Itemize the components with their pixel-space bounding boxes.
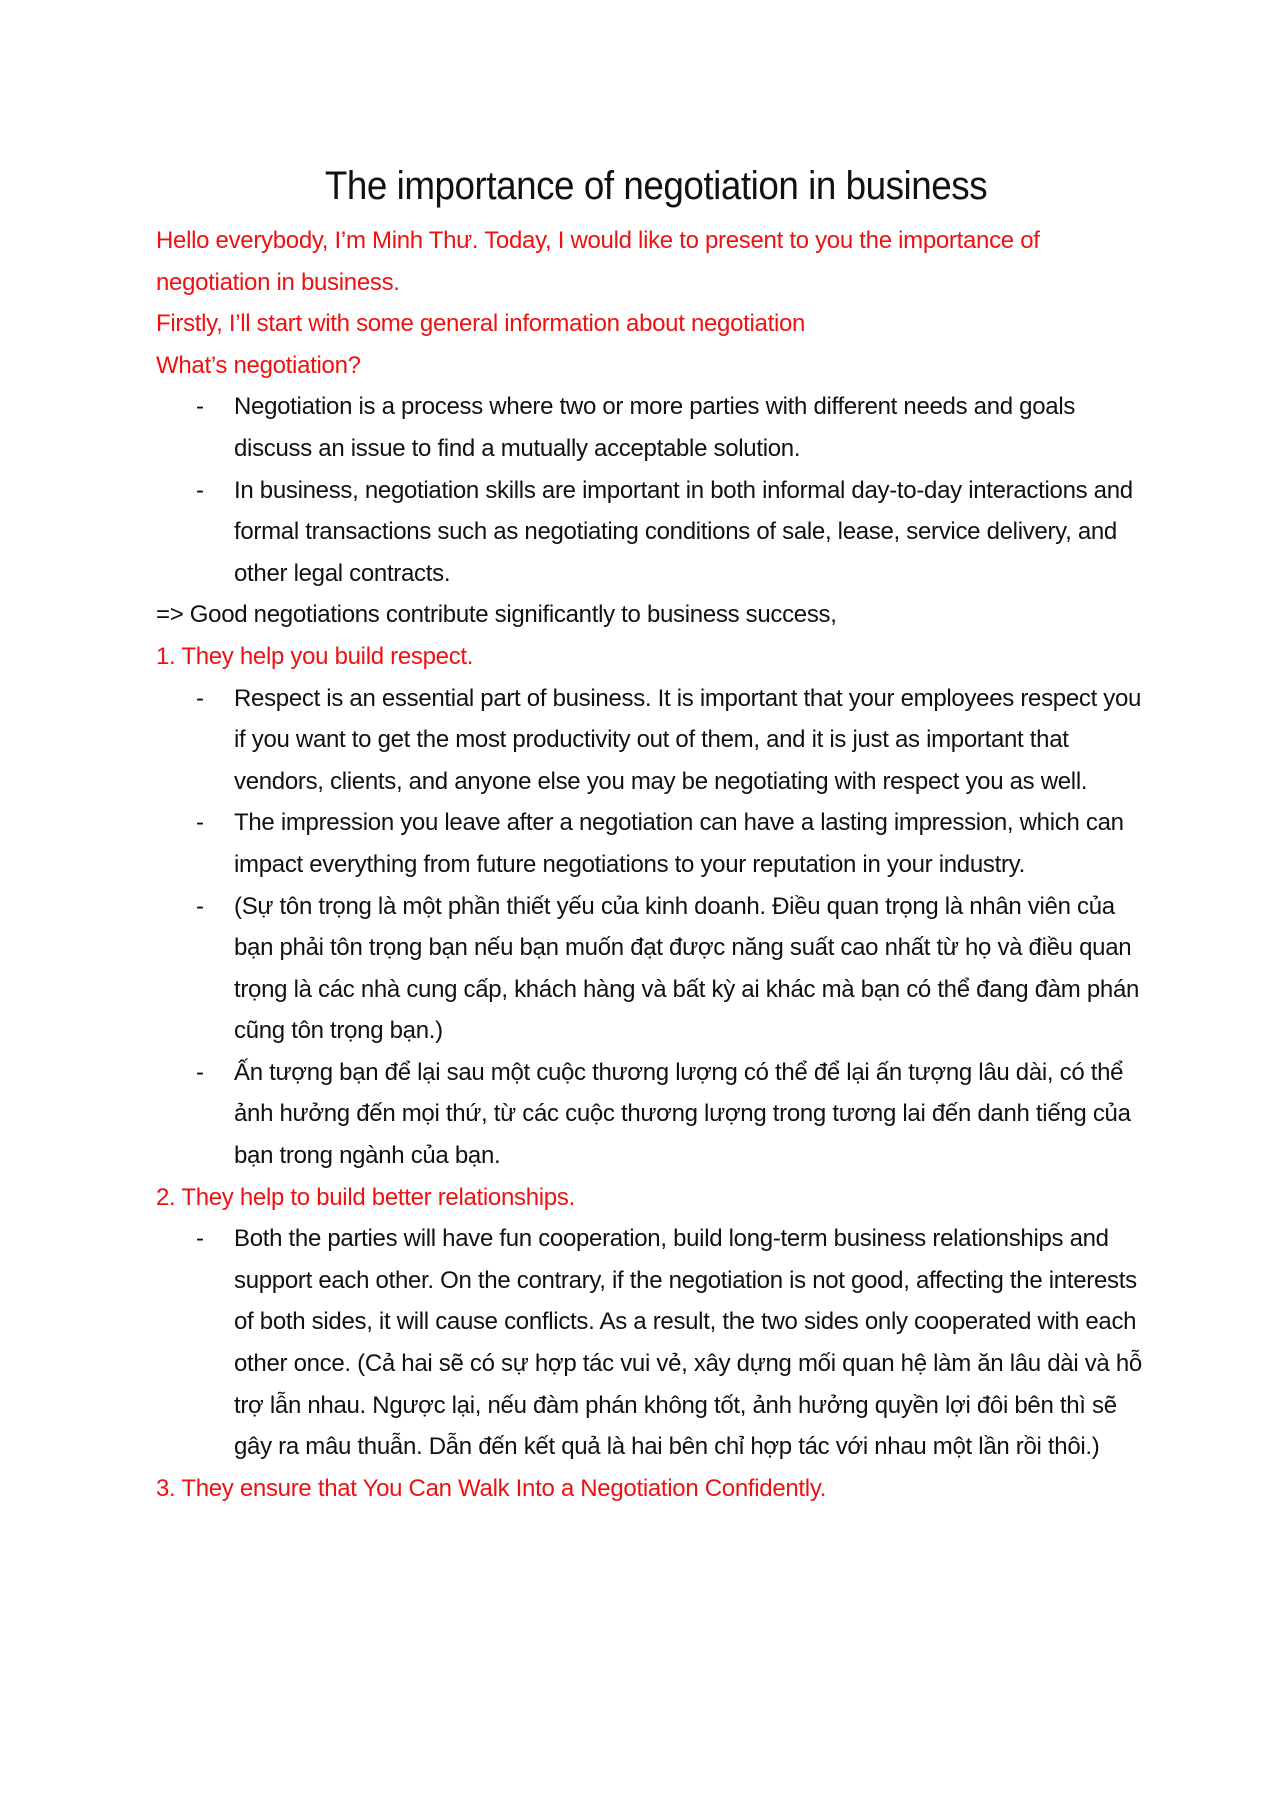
document-body (156, 158, 1156, 1509)
whats-negotiation-heading: What’s negotiation? (156, 351, 361, 379)
list-item-text: Ấn tượng bạn để lại sau một cuộc thương lượng có thể để lại ấn tượng lâu dài, có thể ảnh hưởng đến mọi thứ, từ các cuộc thương lượng trong tương lai đến danh tiếng của bạn trong ngành của bạn. (234, 1058, 1131, 1170)
list-item-text: Both the parties will have fun cooperation, build long-term business relationships and support each other. On the contrary, if the negotiation is not good, affecting the interests of both sides, it will cause conflicts. As a result, the two sides only cooperated with each other once. (Cả hai sẽ có sự hợp tác vui vẻ, xây dựng mối quan hệ làm ăn lâu dài và hỗ trợ lẫn nhau. Ngược lại, nếu đàm phán không tốt, ảnh hưởng quyền lợi đôi bên thì sẽ gây ra mâu thuẫn. Dẫn đến kết quả là hai bên chỉ hợp tác với nhau một lần rồi thôi.) (234, 1225, 1142, 1461)
list-item-text: (Sự tôn trọng là một phần thiết yếu của kinh doanh. Điều quan trọng là nhân viên của bạn phải tôn trọng bạn nếu bạn muốn đạt được năng suất cao nhất từ họ và điều quan trọng là các nhà cung cấp, khách hàng và bất kỳ ai khác mà bạn có thể đang đàm phán cũng tôn trọng bạn.) (234, 892, 1140, 1045)
bullet-dash: - (196, 809, 204, 837)
list-item (156, 386, 1156, 469)
intro-paragraph: Hello everybody, I’m Minh Thư. Today, I would like to present to you the importance of negotiation in business. (156, 227, 1040, 296)
list-item-text: Respect is an essential part of business. It is important that your employees respect you if you want to get the most productivity out of them, and it is just as important that vendors, clients, and anyone else you may be negotiating with respect you as well. (234, 684, 1142, 795)
bullet-dash: - (196, 1225, 204, 1253)
page-title: The importance of negotiation in business (324, 164, 988, 208)
list-item (156, 1218, 1156, 1468)
list-item-text: In business, negotiation skills are important in both informal day-to-day interactions and formal transactions such as negotiating conditions of sale, lease, service delivery, and other legal contracts. (234, 476, 1133, 587)
point-1-heading: 1. They help you build respect. (156, 642, 474, 670)
bullet-dash: - (196, 476, 204, 504)
point-2-heading: 2. They help to build better relationships. (156, 1183, 575, 1211)
list-item-text: Negotiation is a process where two or more parties with different needs and goals discuss an issue to find a mutually acceptable solution. (234, 393, 1076, 462)
bullet-dash: - (196, 684, 204, 712)
list-item (156, 802, 1156, 885)
point-3-heading: 3. They ensure that You Can Walk Into a Negotiation Confidently. (156, 1474, 827, 1502)
conclusion-paragraph: => Good negotiations contribute significantly to business success, (156, 601, 837, 629)
list-item (156, 470, 1156, 595)
list-item (156, 1052, 1156, 1177)
list-item (156, 886, 1156, 1052)
list-item-text: The impression you leave after a negotiation can have a lasting impression, which can impact everything from future negotiations to your reputation in your industry. (234, 809, 1124, 878)
bullet-dash: - (196, 1058, 204, 1086)
bullet-dash: - (196, 393, 204, 421)
bullet-dash: - (196, 892, 204, 920)
firstly-paragraph: Firstly, I’ll start with some general information about negotiation (156, 310, 806, 338)
list-item (156, 678, 1156, 803)
